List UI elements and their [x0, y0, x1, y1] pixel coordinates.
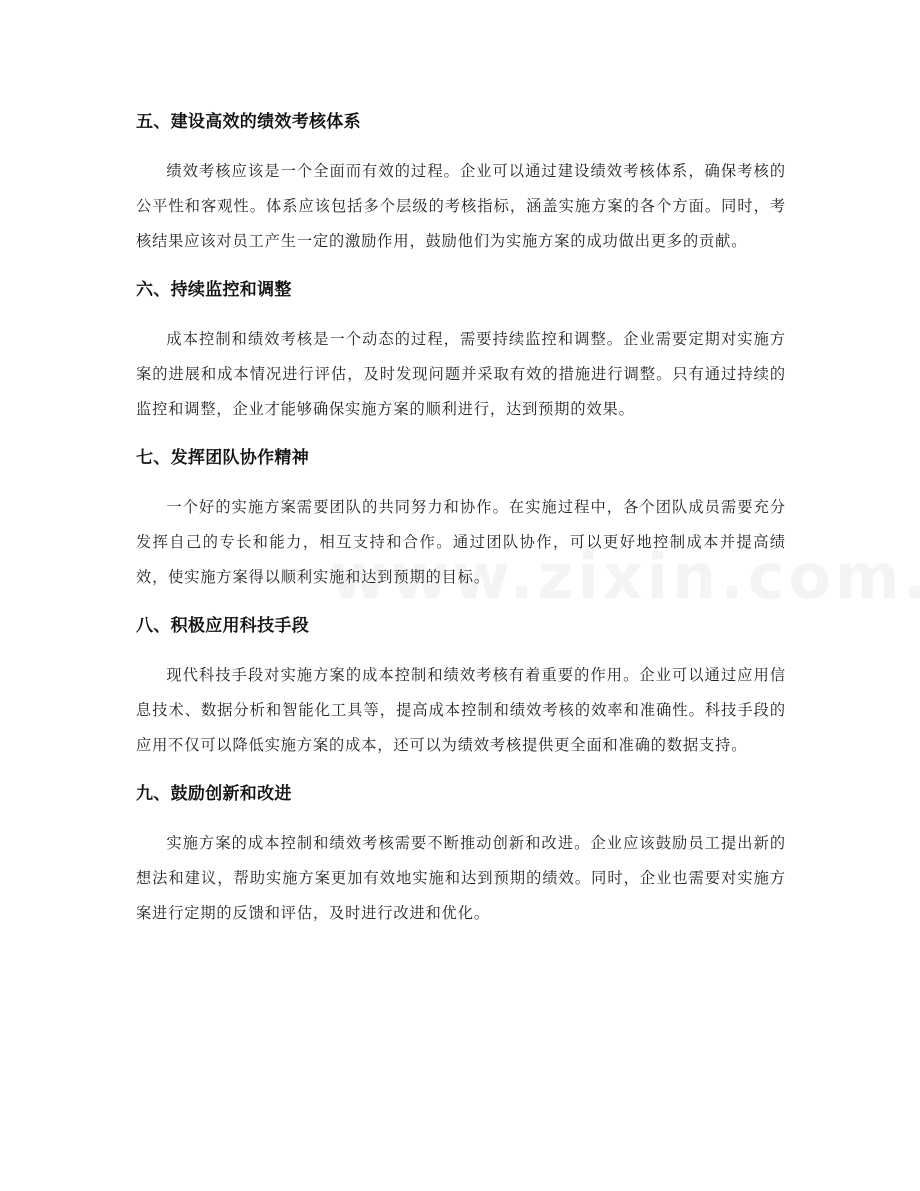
- section-9: [136, 782, 786, 931]
- section-6: [136, 278, 786, 427]
- document-body: [136, 101, 786, 950]
- section-heading: 六、持续监控和调整: [136, 280, 292, 300]
- section-7: [136, 446, 786, 595]
- section-heading: 七、发挥团队协作精神: [136, 448, 309, 468]
- section-paragraph: 绩效考核应该是一个全面而有效的过程。企业可以通过建设绩效考核体系，确保考核的公平性和客观性。体系应该包括多个层级的考核指标，涵盖实施方案的各个方面。同时，考核结果应该对员工产生一定的激励作用，鼓励他们为实施方案的成功做出更多的贡献。: [136, 162, 786, 250]
- section-5: [136, 110, 786, 259]
- section-heading: 八、积极应用科技手段: [136, 616, 309, 636]
- section-8: [136, 614, 786, 763]
- section-heading: 九、鼓励创新和改进: [136, 784, 292, 804]
- section-heading: 五、建设高效的绩效考核体系: [136, 112, 361, 132]
- section-paragraph: 一个好的实施方案需要团队的共同努力和协作。在实施过程中，各个团队成员需要充分发挥自己的专长和能力，相互支持和合作。通过团队协作，可以更好地控制成本并提高绩效，使实施方案得以顺利实施和达到预期的目标。: [136, 498, 786, 586]
- section-paragraph: 现代科技手段对实施方案的成本控制和绩效考核有着重要的作用。企业可以通过应用信息技术、数据分析和智能化工具等，提高成本控制和绩效考核的效率和准确性。科技手段的应用不仅可以降低实施方案的成本，还可以为绩效考核提供更全面和准确的数据支持。: [136, 666, 786, 754]
- section-paragraph: 实施方案的成本控制和绩效考核需要不断推动创新和改进。企业应该鼓励员工提出新的想法和建议，帮助实施方案更加有效地实施和达到预期的绩效。同时，企业也需要对实施方案进行定期的反馈和评估，及时进行改进和优化。: [136, 834, 786, 922]
- section-paragraph: 成本控制和绩效考核是一个动态的过程，需要持续监控和调整。企业需要定期对实施方案的进展和成本情况进行评估，及时发现问题并采取有效的措施进行调整。只有通过持续的监控和调整，企业才能够确保实施方案的顺利进行，达到预期的效果。: [136, 330, 786, 418]
